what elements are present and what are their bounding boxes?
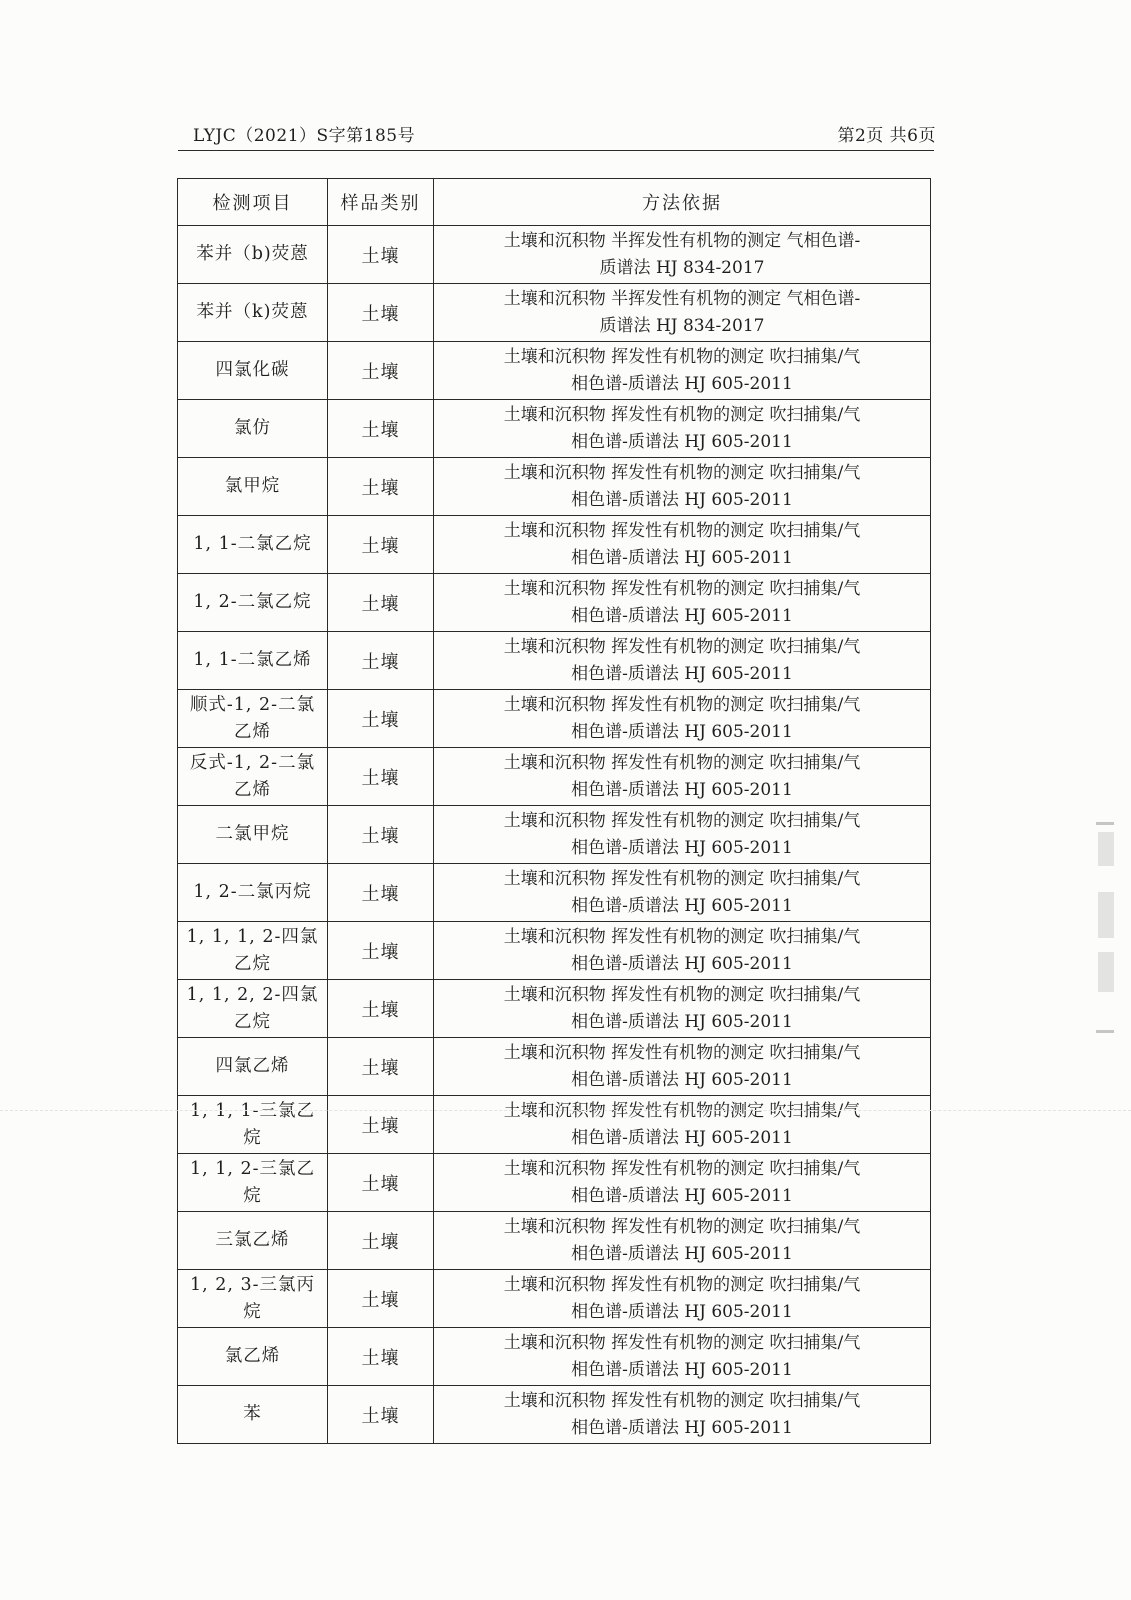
table-row: [178, 1386, 931, 1444]
sample-type-cell: 土壤: [328, 690, 434, 748]
column-header-method: 方法依据: [434, 179, 931, 226]
test-item-cell: 四氯乙烯: [178, 1038, 328, 1096]
paper-fold-line: [0, 1110, 1131, 1111]
sample-type-cell: 土壤: [328, 400, 434, 458]
method-line-2: 质谱法 HJ 834-2017: [599, 315, 765, 336]
method-line-2: 相色谱-质谱法 HJ 605-2011: [571, 1185, 793, 1206]
method-basis-cell: [434, 1038, 931, 1096]
table-row: [178, 690, 931, 748]
method-line-1: 土壤和沉积物 挥发性有机物的测定 吹扫捕集/气: [503, 578, 861, 599]
table-row: [178, 980, 931, 1038]
method-basis-cell: [434, 1154, 931, 1212]
method-basis-cell: [434, 864, 931, 922]
method-line-2: 相色谱-质谱法 HJ 605-2011: [571, 721, 793, 742]
method-basis-cell: [434, 516, 931, 574]
method-line-2: 相色谱-质谱法 HJ 605-2011: [571, 1417, 793, 1438]
test-item-cell: 1, 1-二氯乙烯: [178, 632, 328, 690]
method-line-1: 土壤和沉积物 挥发性有机物的测定 吹扫捕集/气: [503, 1100, 861, 1121]
method-basis-cell: [434, 400, 931, 458]
sample-type-cell: 土壤: [328, 748, 434, 806]
method-line-2: 相色谱-质谱法 HJ 605-2011: [571, 1011, 793, 1032]
test-item-cell: 1, 2-二氯乙烷: [178, 574, 328, 632]
method-line-1: 土壤和沉积物 挥发性有机物的测定 吹扫捕集/气: [503, 1216, 861, 1237]
sample-type-cell: 土壤: [328, 632, 434, 690]
method-line-1: 土壤和沉积物 挥发性有机物的测定 吹扫捕集/气: [503, 694, 861, 715]
sample-type-cell: 土壤: [328, 516, 434, 574]
table-row: [178, 1038, 931, 1096]
method-line-2: 相色谱-质谱法 HJ 605-2011: [571, 489, 793, 510]
sample-type-cell: 土壤: [328, 806, 434, 864]
table-row: [178, 226, 931, 284]
sample-type-cell: 土壤: [328, 342, 434, 400]
table-row: [178, 1154, 931, 1212]
method-basis-cell: [434, 1096, 931, 1154]
table-row: [178, 1096, 931, 1154]
method-line-1: 土壤和沉积物 挥发性有机物的测定 吹扫捕集/气: [503, 636, 861, 657]
test-item-cell: 二氯甲烷: [178, 806, 328, 864]
sample-type-cell: 土壤: [328, 458, 434, 516]
table-row: [178, 806, 931, 864]
method-line-1: 土壤和沉积物 半挥发性有机物的测定 气相色谱-: [503, 288, 861, 309]
sample-type-cell: 土壤: [328, 574, 434, 632]
method-line-1: 土壤和沉积物 挥发性有机物的测定 吹扫捕集/气: [503, 1158, 861, 1179]
sample-type-cell: 土壤: [328, 922, 434, 980]
table-row: [178, 1270, 931, 1328]
table-row: [178, 1328, 931, 1386]
method-line-2: 相色谱-质谱法 HJ 605-2011: [571, 837, 793, 858]
method-basis-cell: [434, 922, 931, 980]
test-item-cell: 1, 1, 2-三氯乙烷: [178, 1154, 328, 1212]
sample-type-cell: 土壤: [328, 980, 434, 1038]
table-header-row: [178, 179, 931, 226]
method-line-1: 土壤和沉积物 挥发性有机物的测定 吹扫捕集/气: [503, 404, 861, 425]
table-body: [178, 226, 931, 1444]
method-basis-cell: [434, 1386, 931, 1444]
table-row: [178, 400, 931, 458]
test-item-cell: 1, 2-二氯丙烷: [178, 864, 328, 922]
method-basis-cell: [434, 632, 931, 690]
method-line-1: 土壤和沉积物 挥发性有机物的测定 吹扫捕集/气: [503, 752, 861, 773]
test-item-cell: 1, 2, 3-三氯丙烷: [178, 1270, 328, 1328]
method-basis-cell: [434, 284, 931, 342]
table-row: [178, 864, 931, 922]
method-line-2: 相色谱-质谱法 HJ 605-2011: [571, 431, 793, 452]
method-line-1: 土壤和沉积物 挥发性有机物的测定 吹扫捕集/气: [503, 520, 861, 541]
test-item-cell: 顺式-1, 2-二氯乙烯: [178, 690, 328, 748]
report-number: LYJC（2021）S字第185号: [193, 126, 416, 146]
method-line-1: 土壤和沉积物 挥发性有机物的测定 吹扫捕集/气: [503, 926, 861, 947]
column-header-item: 检测项目: [178, 179, 328, 226]
table-row: [178, 922, 931, 980]
table-row: [178, 1212, 931, 1270]
method-line-2: 相色谱-质谱法 HJ 605-2011: [571, 1359, 793, 1380]
method-line-2: 相色谱-质谱法 HJ 605-2011: [571, 779, 793, 800]
method-basis-cell: [434, 1212, 931, 1270]
method-line-1: 土壤和沉积物 挥发性有机物的测定 吹扫捕集/气: [503, 1042, 861, 1063]
test-item-cell: 苯: [178, 1386, 328, 1444]
method-basis-cell: [434, 748, 931, 806]
page-number: 第2页 共6页: [837, 126, 936, 146]
method-line-1: 土壤和沉积物 挥发性有机物的测定 吹扫捕集/气: [503, 1274, 861, 1295]
sample-type-cell: 土壤: [328, 1096, 434, 1154]
test-item-cell: 苯并（b)荧蒽: [178, 226, 328, 284]
method-line-1: 土壤和沉积物 挥发性有机物的测定 吹扫捕集/气: [503, 984, 861, 1005]
sample-type-cell: 土壤: [328, 1328, 434, 1386]
sample-type-cell: 土壤: [328, 1386, 434, 1444]
table-row: [178, 284, 931, 342]
sample-type-cell: 土壤: [328, 1212, 434, 1270]
table-row: [178, 458, 931, 516]
test-item-cell: 氯仿: [178, 400, 328, 458]
method-basis-cell: [434, 574, 931, 632]
test-item-cell: 四氯化碳: [178, 342, 328, 400]
method-line-1: 土壤和沉积物 挥发性有机物的测定 吹扫捕集/气: [503, 1332, 861, 1353]
method-line-2: 相色谱-质谱法 HJ 605-2011: [571, 953, 793, 974]
method-basis-cell: [434, 342, 931, 400]
method-line-2: 相色谱-质谱法 HJ 605-2011: [571, 373, 793, 394]
table-row: [178, 748, 931, 806]
method-basis-cell: [434, 980, 931, 1038]
method-line-1: 土壤和沉积物 挥发性有机物的测定 吹扫捕集/气: [503, 810, 861, 831]
method-line-1: 土壤和沉积物 挥发性有机物的测定 吹扫捕集/气: [503, 462, 861, 483]
sample-type-cell: 土壤: [328, 1270, 434, 1328]
table-row: [178, 516, 931, 574]
method-line-2: 相色谱-质谱法 HJ 605-2011: [571, 895, 793, 916]
method-line-1: 土壤和沉积物 挥发性有机物的测定 吹扫捕集/气: [503, 868, 861, 889]
test-item-cell: 氯甲烷: [178, 458, 328, 516]
test-item-cell: 1, 1, 1-三氯乙烷: [178, 1096, 328, 1154]
methods-table: [177, 178, 931, 1444]
method-basis-cell: [434, 226, 931, 284]
page-header: [193, 121, 936, 145]
method-line-2: 相色谱-质谱法 HJ 605-2011: [571, 1243, 793, 1264]
test-item-cell: 1, 1, 1, 2-四氯乙烷: [178, 922, 328, 980]
method-line-2: 相色谱-质谱法 HJ 605-2011: [571, 1127, 793, 1148]
test-item-cell: 氯乙烯: [178, 1328, 328, 1386]
method-line-2: 相色谱-质谱法 HJ 605-2011: [571, 547, 793, 568]
table-row: [178, 632, 931, 690]
method-line-1: 土壤和沉积物 挥发性有机物的测定 吹扫捕集/气: [503, 346, 861, 367]
sample-type-cell: 土壤: [328, 1154, 434, 1212]
sample-type-cell: 土壤: [328, 226, 434, 284]
test-item-cell: 反式-1, 2-二氯乙烯: [178, 748, 328, 806]
test-item-cell: 三氯乙烯: [178, 1212, 328, 1270]
method-line-2: 相色谱-质谱法 HJ 605-2011: [571, 1301, 793, 1322]
method-basis-cell: [434, 806, 931, 864]
method-line-2: 相色谱-质谱法 HJ 605-2011: [571, 663, 793, 684]
test-item-cell: 1, 1-二氯乙烷: [178, 516, 328, 574]
column-header-type: 样品类别: [328, 179, 434, 226]
table-row: [178, 574, 931, 632]
method-basis-cell: [434, 1270, 931, 1328]
test-item-cell: 苯并（k)荧蒽: [178, 284, 328, 342]
method-line-1: 土壤和沉积物 挥发性有机物的测定 吹扫捕集/气: [503, 1390, 861, 1411]
method-line-2: 质谱法 HJ 834-2017: [599, 257, 765, 278]
method-line-2: 相色谱-质谱法 HJ 605-2011: [571, 1069, 793, 1090]
test-item-cell: 1, 1, 2, 2-四氯乙烷: [178, 980, 328, 1038]
method-line-2: 相色谱-质谱法 HJ 605-2011: [571, 605, 793, 626]
sample-type-cell: 土壤: [328, 864, 434, 922]
table-row: [178, 342, 931, 400]
method-basis-cell: [434, 1328, 931, 1386]
method-basis-cell: [434, 458, 931, 516]
seam-stamp-mark: [1090, 822, 1120, 1034]
sample-type-cell: 土壤: [328, 284, 434, 342]
sample-type-cell: 土壤: [328, 1038, 434, 1096]
method-line-1: 土壤和沉积物 半挥发性有机物的测定 气相色谱-: [503, 230, 861, 251]
method-basis-cell: [434, 690, 931, 748]
header-divider: [178, 150, 934, 151]
